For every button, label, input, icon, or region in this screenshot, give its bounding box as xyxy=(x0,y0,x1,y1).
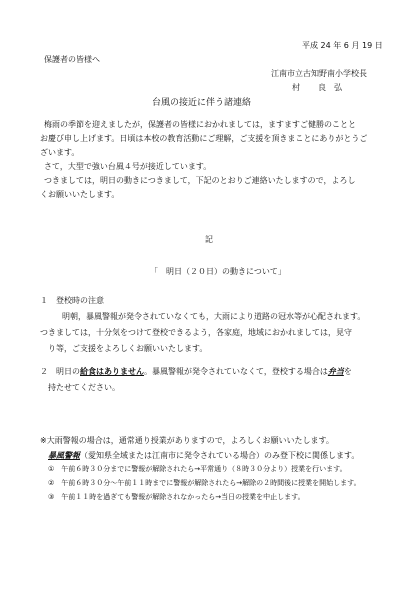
note-line-2 xyxy=(48,452,359,460)
greeting-line-5: つきましては，明日の動きにつきまして，下記のとおりご連絡いたしますので，よろし xyxy=(44,176,356,185)
subtitle: 「 明日（２０日）の動きについて」 xyxy=(150,267,286,276)
greeting-line-4: さて，大型で強い台風４号が接近しています。 xyxy=(44,162,212,171)
item2-no-lunch: 給食はありません xyxy=(80,367,144,376)
item2-line-2: 持たせてください。 xyxy=(48,383,120,392)
greeting-line-6: くお願いいたします。 xyxy=(40,190,120,199)
note-line-4: ② 午前６時３０分～午前１１時までに警報が解除されたら→解除の２時間後に授業を開始します。 xyxy=(48,479,361,487)
date-text: 平成 24 年 6 月 19 日 xyxy=(302,41,383,50)
item1-line-2: つきましては，十分気をつけて登校できるよう，各家庭，地域におかれましては，見守 xyxy=(40,328,352,337)
item2-prefix: ２ 明日の xyxy=(40,367,80,376)
note-line-1: ※大雨警報の場合は，通常通り授業がありますので，よろしくお願いいたします。 xyxy=(40,436,334,445)
note-line-5: ③ 午前１１時を過ぎても警報が解除されなかったら→当日の授業を中止します。 xyxy=(48,493,305,501)
item2-bento: 弁当 xyxy=(327,367,344,376)
note-storm-warning: 暴風警報 xyxy=(48,451,80,460)
sender-organization: 江南市立古知野南小学校長 xyxy=(271,69,367,78)
sender-name-part1: 村 xyxy=(292,83,300,92)
ki-heading: 記 xyxy=(205,235,213,244)
item1-line-3: り等，ご支援をよろしくお願いいたします。 xyxy=(48,344,208,353)
greeting-line-3: ざいます。 xyxy=(40,148,80,157)
item2-suffix: を xyxy=(343,367,352,376)
item2-line-1 xyxy=(40,368,352,376)
sender-name-part2: 良 弘 xyxy=(318,83,342,92)
item1-heading: １ 登校時の注意 xyxy=(40,296,104,305)
recipient-text: 保護者の皆様へ xyxy=(44,55,100,64)
item1-line-1: 明朝，暴風警報が発令されていなくても，大雨により道路の冠水等が心配されます。 xyxy=(62,312,366,321)
item2-middle: 。暴風警報が発令されていなくて，登校する場合は xyxy=(144,367,328,376)
greeting-line-2: お慶び申し上げます。日頃は本校の教育活動にご理解，ご支援を頂きまことにありがとうご xyxy=(40,134,368,143)
greeting-line-1: 梅雨の季節を迎えましたが，保護者の皆様におかれましては，ますますご健勝のことと xyxy=(44,120,356,129)
note-line-2-rest: （愛知県全域または江南市に発令されている場合）のみ登下校に関係します。 xyxy=(80,451,360,460)
document-title: 台風の接近に伴う諸連絡 xyxy=(152,98,252,108)
note-line-3: ① 午前６時３０分までに警報が解除されたら→平常通り（８時３０分より）授業を行います。 xyxy=(48,465,347,473)
